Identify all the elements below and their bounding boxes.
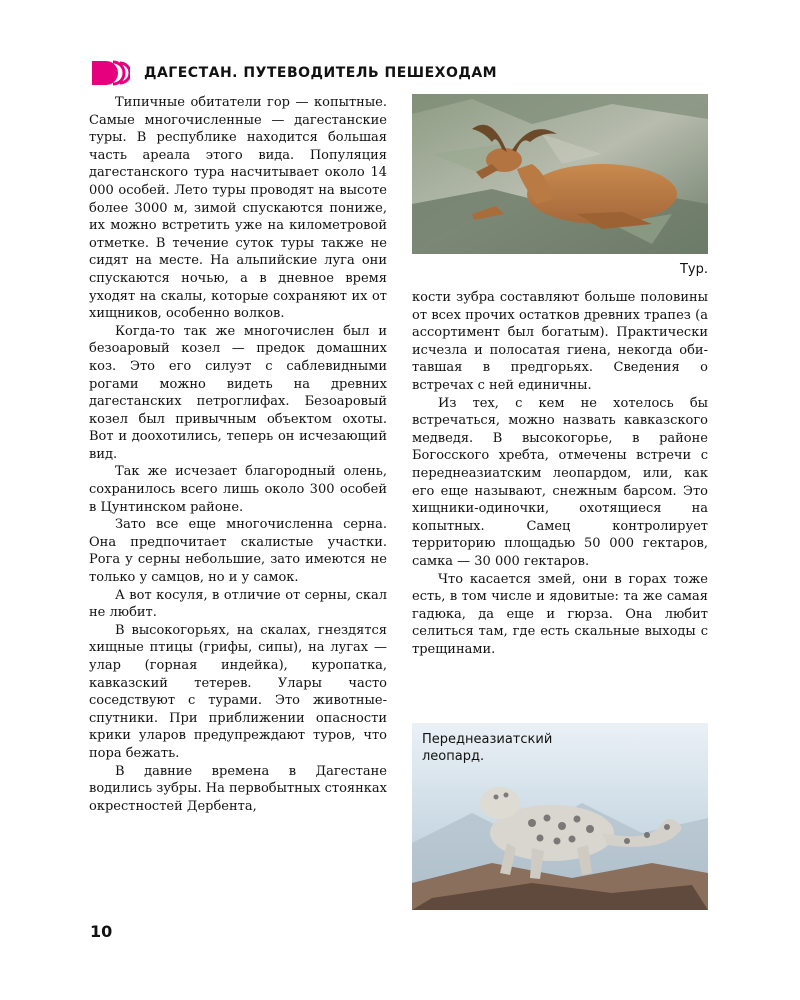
paragraph: Из тех, с кем не хотелось бы встречаться, можно назвать кавказского медведя. В высокогорье, в районе Богосского хребта, отмечены встречи с переднеазиатским леопардом, или, как его еще называют, снежным барсом. Это хищники-одиночки, охотящиеся на копытных. Самец контролирует территорию площадью 50 000 гектаров, самка — 30 000 гектаров. [412, 395, 708, 569]
page-number: 10 [90, 922, 113, 941]
tur-photo [412, 94, 708, 254]
paragraph: В давние времена в Дагестане водились зубры. На первобытных стоянках окрестностей Дербента, [89, 763, 387, 814]
chevron-logo-icon [90, 60, 130, 86]
paragraph: Так же исчезает благородный олень, сохранилось всего лишь около 300 особей в Цунтинском районе. [89, 464, 387, 515]
paragraph: кости зубра составляют больше половины от всех прочих остатков древних трапез (а ассортимент был богатым). Практически исчезла и полосатая гиена, некогда обитавшая в предгорьях. Сведения о встречах с ней единичны. [412, 290, 708, 393]
paragraph: Типичные обитатели гор — копытные. Самые многочисленные — дагестанские туры. В республике находится большая часть ареала этого вида. Популяция дагестанского тура насчитывает около 14 000 особей. Лето туры проводят на высоте более 3000 м, зимой спускаются пониже, их можно встретить уже на километровой отметке. В течение суток туры также не сидят на месте. На альпийские луга они спускаются ночью, а в дневное время уходят на скалы, которые сохраняют их от хищников, особенно волков. [89, 95, 387, 322]
paragraph: А вот косуля, в отличие от серны, скал не любит. [89, 587, 387, 621]
paragraph: Зато все еще многочисленна серна. Она предпочитает скалистые участки. Рога у серны небольшие, зато имеются не только у самцов, но и у самок. [89, 517, 387, 586]
running-header [90, 58, 497, 88]
tur-caption: Тур. [679, 262, 708, 277]
left-column [89, 94, 387, 815]
right-column [412, 289, 708, 658]
paragraph: Когда-то так же многочислен был и безоаровый козел — предок домашних коз. Это его силуэт с саблевидными рогами можно видеть на древних дагестанских петроглифах. Безоаровый козел был привычным объектом охоты. Вот и доохотились, теперь он исчезающий вид. [89, 323, 387, 462]
leopard-photo [412, 723, 708, 910]
header-title: ДАГЕСТАН. ПУТЕВОДИТЕЛЬ ПЕШЕХОДАМ [144, 65, 498, 81]
mountain-goat-image [412, 94, 708, 254]
leopard-caption-line1: Переднеазиатский [422, 732, 553, 747]
paragraph: В высокогорьях, на скалах, гнездятся хищные птицы (грифы, сипы), на лугах — улар (горная индейка), куропатка, кавказский тетерев. Улары часто соседствуют с турами. Это животные-спутники. При приближении опасности крики уларов предупреждают туров, что пора бежать. [89, 622, 387, 761]
leopard-caption [422, 731, 622, 765]
leopard-caption-line2: леопард. [422, 749, 485, 764]
paragraph: Что касается змей, они в горах тоже есть, в том числе и ядовитые: та же самая гадюка, да еще и гюрза. Она любит селиться там, где есть скальные выходы с трещинами. [412, 571, 708, 657]
